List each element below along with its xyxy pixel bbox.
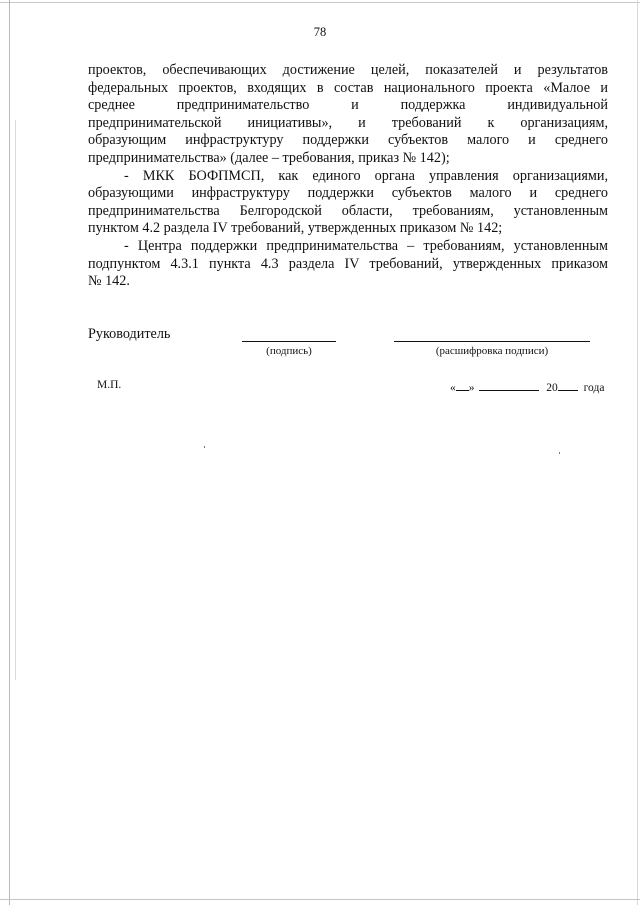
stamp-place-label: М.П. bbox=[97, 379, 122, 391]
signature-line bbox=[242, 341, 336, 342]
body-line: - Центра поддержки предпринимательства – требованиям, установленным bbox=[124, 237, 608, 254]
year-suffix: года bbox=[583, 382, 605, 394]
month-blank bbox=[479, 379, 539, 391]
body-line: - МКК БОФПМСП, как единого органа управления организациями, bbox=[124, 167, 608, 184]
body-line: предпринимательства» (далее – требования, приказ № 142); bbox=[88, 149, 450, 166]
body-line: предпринимательской инициативы», и требований к организациям, bbox=[88, 114, 608, 131]
body-line: № 142. bbox=[88, 273, 130, 290]
year-prefix: 20 bbox=[546, 382, 558, 394]
scan-speck bbox=[204, 446, 205, 448]
name-transcript-caption: (расшифровка подписи) bbox=[435, 345, 549, 357]
year-blank bbox=[558, 379, 578, 391]
date-field bbox=[450, 379, 604, 394]
body-line: образующими инфраструктуру поддержки субъектов малого и среднего bbox=[88, 185, 608, 202]
page-number: 78 bbox=[313, 25, 327, 39]
body-paragraphs bbox=[88, 62, 608, 291]
body-line: среднее предпринимательство и поддержка индивидуальной bbox=[88, 97, 608, 114]
body-line: подпунктом 4.3.1 пункта 4.3 раздела IV требований, утвержденных приказом bbox=[88, 255, 608, 272]
name-transcript-line bbox=[394, 341, 590, 342]
scan-edge-left bbox=[9, 0, 10, 905]
scan-edge-top bbox=[0, 2, 640, 3]
scan-edge-bottom bbox=[0, 899, 640, 900]
body-line: предпринимательства Белгородской области, требованиям, установленным bbox=[88, 202, 608, 219]
date-close-quote: » bbox=[468, 382, 475, 394]
date-open-quote: « bbox=[450, 382, 456, 394]
scan-speck bbox=[559, 452, 560, 454]
body-line: пунктом 4.2 раздела IV требований, утвержденных приказом № 142; bbox=[88, 220, 503, 237]
body-line: образующим инфраструктуру поддержки субъектов малого и среднего bbox=[88, 132, 608, 149]
body-line: федеральных проектов, входящих в состав национального проекта «Малое и bbox=[88, 79, 608, 96]
signer-title: Руководитель bbox=[88, 326, 171, 342]
signature-caption: (подпись) bbox=[266, 345, 312, 357]
body-line: проектов, обеспечивающих достижение целей, показателей и результатов bbox=[88, 62, 608, 78]
scan-edge-shadow bbox=[15, 120, 16, 680]
day-blank bbox=[456, 379, 469, 391]
scan-edge-right bbox=[637, 0, 638, 905]
